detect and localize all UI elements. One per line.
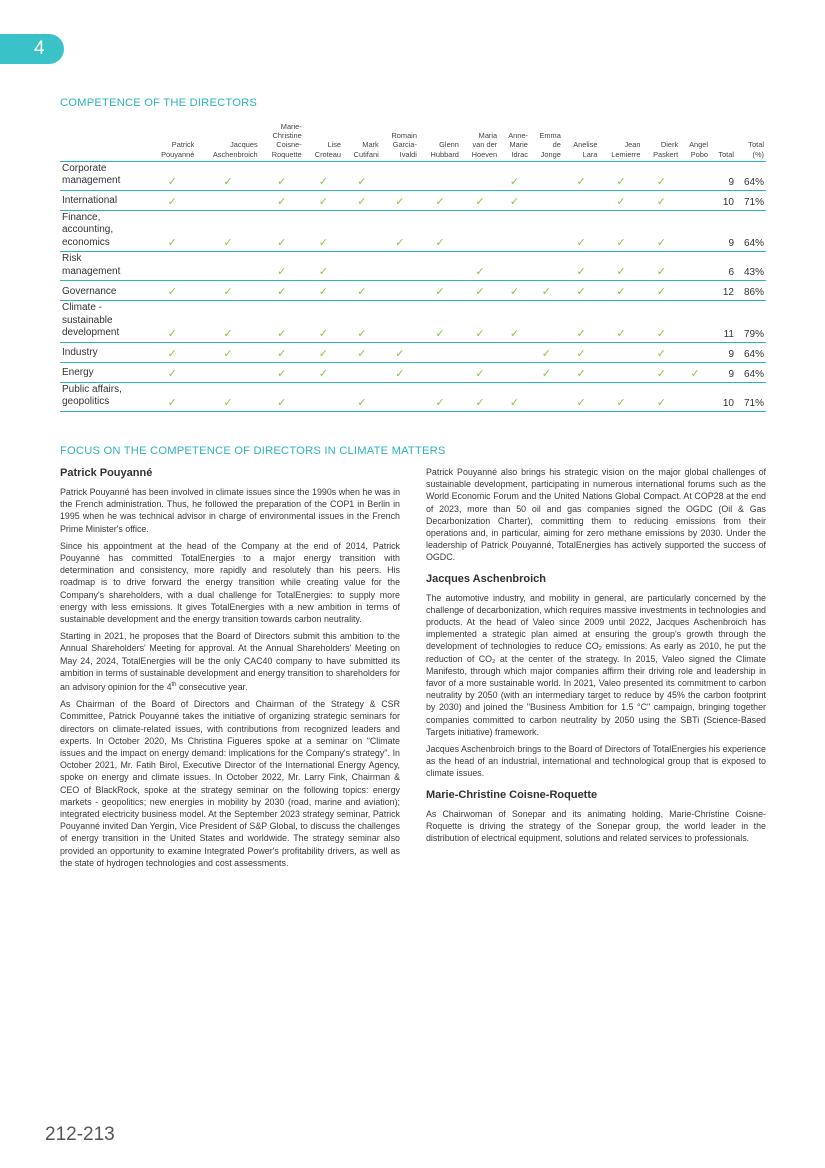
column-header-line: Marie-	[280, 122, 302, 131]
check-icon: ✓	[148, 210, 196, 252]
check-icon: ✓	[499, 281, 530, 301]
empty-cell	[499, 362, 530, 382]
check-icon: ✓	[419, 382, 461, 411]
paragraph: As Chairman of the Board of Directors and Chairman of the Strategy & CSR Committee, Patrick Pouyanné takes the initiative of organizing strategic seminars for directors on climate-related issues, with contributions from recognized leaders and experts. In October 2020, Ms Christina Figueres spoke at a seminar on "Climate issues and the impact on energy demand: implications for the Company's strategy". In October 2021, Mr. Fatih Birol, Executive Director of the International Energy Agency, spoke on energy and climate issues. In October 2022, Mr. Larry Fink, Chairman & CEO of BlackRock, spoke at the strategy seminar on the following topics: energy markets - geopolitics; new energies in mobility by 2030 (road, marine and aviation); integrated electricity business model. At the September 2023 strategy seminar, Patrick Pouyanné invited Dan Yergin, Vice President of S&P Global, to discuss the challenges of energy transition in the United States and worldwide. The strategy seminar also provided an opportunity to examine Integrated Power's profitability drivers, as well as the state of hydrogen technologies and cost assessments.	[60, 699, 400, 868]
check-icon: ✓	[343, 161, 381, 190]
check-icon: ✓	[148, 362, 196, 382]
check-icon: ✓	[196, 342, 259, 362]
column-header	[196, 122, 259, 161]
total-cell: 12	[710, 281, 736, 301]
competence-label-line: Industry	[62, 347, 98, 359]
check-icon: ✓	[642, 342, 680, 362]
check-icon: ✓	[499, 301, 530, 343]
check-icon: ✓	[563, 252, 600, 281]
percent-cell: 79%	[736, 301, 766, 343]
competence-label	[60, 362, 148, 382]
competence-label-line: development	[62, 327, 120, 339]
column-header	[419, 122, 461, 161]
empty-cell	[419, 342, 461, 362]
column-header-line: Jacques	[230, 140, 258, 150]
empty-cell	[530, 161, 563, 190]
empty-cell	[381, 301, 419, 343]
check-icon: ✓	[642, 382, 680, 411]
empty-cell	[530, 210, 563, 252]
empty-cell	[599, 342, 642, 362]
column-header-line: Ivaldi	[399, 149, 417, 159]
percent-cell: 64%	[736, 342, 766, 362]
check-icon: ✓	[148, 190, 196, 210]
paragraph: Patrick Pouyanné has been involved in climate issues since the 1990s when he was in the French administration. Thus, he followed the preparation of the COP1 in Berlin in 1995 when he was technical advisor in charge of environmental issues in the French Prime Minister's office.	[60, 487, 400, 534]
column-header	[343, 122, 381, 161]
percent-cell: 64%	[736, 161, 766, 190]
column-header-line: Pobo	[690, 149, 708, 159]
empty-cell	[680, 342, 710, 362]
empty-cell	[196, 362, 259, 382]
row-label-header	[60, 122, 148, 161]
column-header-line: Paskert	[653, 149, 679, 159]
check-icon: ✓	[343, 190, 381, 210]
column-header-line: Total	[748, 140, 764, 150]
paragraph: Since his appointment at the head of the Company at the end of 2014, Patrick Pouyanné has committed TotalEnergies to a major energy transition with determination and consistency, more rapidly and resolutely than his peers. His roadmap is to drive forward the energy transition while creating value for the Company's shareholders, with a dual challenge for TotalEnergies: to supply more energy with less emissions. It gives TotalEnergies with a new ambition in terms of sustainable development and the energy transition towards carbon neutrality.	[60, 540, 400, 625]
total-cell: 9	[710, 362, 736, 382]
check-icon: ✓	[260, 342, 304, 362]
empty-cell	[304, 382, 343, 411]
empty-cell	[530, 382, 563, 411]
table-row	[60, 190, 766, 210]
competence-title: COMPETENCE OF THE DIRECTORS	[60, 97, 258, 109]
check-icon: ✓	[499, 161, 530, 190]
column-header-line: Lise	[327, 140, 342, 150]
check-icon: ✓	[419, 210, 461, 252]
column-header-line: Angel	[689, 140, 708, 150]
check-icon: ✓	[343, 301, 381, 343]
check-icon: ✓	[260, 301, 304, 343]
percent-cell: 71%	[736, 190, 766, 210]
check-icon: ✓	[461, 301, 499, 343]
competence-label	[60, 210, 148, 252]
column-header-line: Aschenbroich	[212, 149, 258, 159]
check-icon: ✓	[196, 301, 259, 343]
column-header-line: Pouyanné	[161, 149, 195, 159]
column-header	[530, 122, 563, 161]
empty-cell	[461, 210, 499, 252]
page-numbers: 212-213	[45, 1124, 115, 1145]
empty-cell	[343, 362, 381, 382]
empty-cell	[196, 190, 259, 210]
column-header-line: Hubbard	[430, 149, 459, 159]
paragraph: Starting in 2021, he proposes that the Board of Directors submit this ambition to the Annual Shareholders' Meeting for approval. At the Annual Shareholders' Meeting on May 24, 2024, TotalEnergies will be the only CAC40 company to have submitted its ambition in terms of sustainable development and energy transition to shareholders for an advisory opinion for the 4th consecutive year.	[60, 631, 400, 693]
check-icon: ✓	[599, 382, 642, 411]
competence-label	[60, 281, 148, 301]
table-row	[60, 342, 766, 362]
column-header	[381, 122, 419, 161]
section-number: 4	[34, 38, 45, 59]
heading-marie-christine-coisne-roquette: Marie-Christine Coisne-Roquette	[426, 788, 598, 801]
column-header-line: Mark	[362, 140, 379, 150]
column-header-line: Christine	[272, 131, 302, 141]
paragraph: Patrick Pouyanné also brings his strategic vision on the major global challenges of sustainable development, participating in numerous international forums such as the World Economic Forum and the United Nations Global Compact. At COP28 at the end of 2023, more than 50 oil and gas companies signed the OGDC (Oil & Gas Decarbonization Charter), committing them to reducing emissions from their operations and, in particular, aiming for zero methane emissions by 2030. Under the leadership of Patrick Pouyanné, TotalEnergies has actively supported the success of OGDC.	[426, 467, 766, 563]
competence-label-line: Risk	[62, 253, 82, 265]
check-icon: ✓	[381, 190, 419, 210]
empty-cell	[680, 210, 710, 252]
competence-label-line: Energy	[62, 367, 94, 379]
check-icon: ✓	[196, 281, 259, 301]
competence-label-line: economics	[62, 236, 110, 248]
climate-focus-title: FOCUS ON THE COMPETENCE OF DIRECTORS IN CLIMATE MATTERS	[60, 445, 446, 457]
section-tab	[0, 34, 64, 64]
check-icon: ✓	[260, 281, 304, 301]
check-icon: ✓	[499, 190, 530, 210]
empty-cell	[461, 342, 499, 362]
total-cell: 9	[710, 210, 736, 252]
empty-cell	[419, 362, 461, 382]
total-cell: 11	[710, 301, 736, 343]
total-cell: 9	[710, 342, 736, 362]
check-icon: ✓	[304, 342, 343, 362]
column-header-line: Roquette	[271, 149, 302, 159]
check-icon: ✓	[599, 210, 642, 252]
paragraph: As Chairwoman of Sonepar and its animating holding, Marie-Christine Coisne-Roquette is driving the strategy of the Sonepar group, the world leader in the distribution of electrical equipment, solutions and related services to professionals.	[426, 808, 766, 844]
column-header	[304, 122, 343, 161]
check-icon: ✓	[304, 190, 343, 210]
check-icon: ✓	[196, 161, 259, 190]
check-icon: ✓	[563, 281, 600, 301]
check-icon: ✓	[461, 252, 499, 281]
empty-cell	[499, 342, 530, 362]
check-icon: ✓	[381, 342, 419, 362]
column-header	[461, 122, 499, 161]
column-header-line: Romain	[391, 131, 417, 141]
table-row	[60, 382, 766, 411]
check-icon: ✓	[148, 281, 196, 301]
paragraph: The automotive industry, and mobility in general, are particularly concerned by the challenge of decarbonization, which requires massive investments in technologies and products. At the head of Valeo since 2009 until 2022, Jacques Aschenbroich has implemented a strategic plan aimed at ensuring the group's growth through the development of technologies to reduce CO₂ emissions. As early as 2010, he put the reduction of CO₂ at the center of the strategy. In 2015, Valeo signed the Climate Manifesto, through which major companies affirm their driving role and leadership in favor of a more sustainable world. In 2021, Valeo presented its commitment to carbon neutrality by 2050 (with an intermediary target to reduce by 45% the carbon footprint by 2030) and joined the "Business Ambition for 1.5 °C" campaign, bringing together companies committed to carbon neutrality by 2050 using the SBTi (Science-Based Targets initiative) framework.	[426, 592, 766, 737]
check-icon: ✓	[563, 161, 600, 190]
percent-cell: 71%	[736, 382, 766, 411]
percent-cell: 64%	[736, 210, 766, 252]
paragraph: Jacques Aschenbroich brings to the Board of Directors of TotalEnergies his experience as the head of an industrial, international and technological group that is exposed to climate issues.	[426, 744, 766, 779]
column-header-line: Idrac	[511, 149, 528, 159]
check-icon: ✓	[419, 190, 461, 210]
competence-label-line: Public affairs,	[62, 383, 122, 395]
check-icon: ✓	[343, 382, 381, 411]
empty-cell	[381, 252, 419, 281]
competence-label	[60, 161, 148, 190]
total-cell: 9	[710, 161, 736, 190]
empty-cell	[381, 382, 419, 411]
column-header-line: van der	[472, 140, 498, 150]
check-icon: ✓	[148, 382, 196, 411]
check-icon: ✓	[343, 281, 381, 301]
check-icon: ✓	[461, 190, 499, 210]
check-icon: ✓	[642, 161, 680, 190]
check-icon: ✓	[642, 252, 680, 281]
competence-label-line: Governance	[62, 285, 117, 297]
left-column	[60, 466, 400, 874]
check-icon: ✓	[148, 342, 196, 362]
check-icon: ✓	[419, 281, 461, 301]
check-icon: ✓	[642, 190, 680, 210]
competence-label-line: International	[62, 195, 118, 207]
column-header-line: (%)	[752, 149, 764, 159]
competence-label-line: accounting,	[62, 224, 114, 236]
percent-cell: 64%	[736, 362, 766, 382]
total-cell: 10	[710, 382, 736, 411]
check-icon: ✓	[304, 301, 343, 343]
percent-cell: 86%	[736, 281, 766, 301]
check-icon: ✓	[148, 161, 196, 190]
competence-label-line: sustainable	[62, 314, 113, 326]
empty-cell	[196, 252, 259, 281]
table-row	[60, 281, 766, 301]
total-cell: 10	[710, 190, 736, 210]
column-header-line: Patrick	[171, 140, 195, 150]
check-icon: ✓	[599, 161, 642, 190]
column-header-line: Lemierre	[611, 149, 641, 159]
check-icon: ✓	[499, 382, 530, 411]
column-header-line: Total	[718, 149, 734, 159]
column-header-line: Maria	[478, 131, 498, 141]
empty-cell	[530, 252, 563, 281]
column-header-line: Cutifani	[353, 149, 379, 159]
check-icon: ✓	[461, 382, 499, 411]
empty-cell	[381, 281, 419, 301]
competence-label-line: Corporate	[62, 162, 107, 174]
check-icon: ✓	[196, 210, 259, 252]
empty-cell	[680, 161, 710, 190]
empty-cell	[599, 362, 642, 382]
column-header	[599, 122, 642, 161]
empty-cell	[680, 382, 710, 411]
check-icon: ✓	[148, 301, 196, 343]
column-header	[680, 122, 710, 161]
percent-cell: 43%	[736, 252, 766, 281]
check-icon: ✓	[530, 362, 563, 382]
check-icon: ✓	[563, 362, 600, 382]
table-row	[60, 362, 766, 382]
column-header	[499, 122, 530, 161]
check-icon: ✓	[563, 210, 600, 252]
empty-cell	[680, 252, 710, 281]
heading-jacques-aschenbroich: Jacques Aschenbroich	[426, 572, 547, 585]
check-icon: ✓	[260, 190, 304, 210]
check-icon: ✓	[599, 252, 642, 281]
column-header	[710, 122, 736, 161]
check-icon: ✓	[304, 362, 343, 382]
empty-cell	[381, 161, 419, 190]
column-header	[148, 122, 196, 161]
empty-cell	[343, 210, 381, 252]
table-row	[60, 252, 766, 281]
empty-cell	[680, 190, 710, 210]
competence-label-line: management	[62, 175, 121, 187]
check-icon: ✓	[530, 281, 563, 301]
empty-cell	[148, 252, 196, 281]
column-header-line: Jonge	[540, 149, 561, 159]
column-header-line: Marie	[509, 140, 528, 150]
empty-cell	[343, 252, 381, 281]
empty-cell	[680, 301, 710, 343]
competence-label-line: Finance,	[62, 211, 101, 223]
competence-label-line: management	[62, 265, 121, 277]
column-header-line: Dierk	[660, 140, 679, 150]
column-header-line: Jean	[624, 140, 641, 150]
empty-cell	[499, 252, 530, 281]
check-icon: ✓	[304, 161, 343, 190]
competence-label	[60, 342, 148, 362]
check-icon: ✓	[530, 342, 563, 362]
table-row	[60, 210, 766, 252]
check-icon: ✓	[461, 362, 499, 382]
empty-cell	[563, 190, 600, 210]
check-icon: ✓	[563, 342, 600, 362]
check-icon: ✓	[642, 362, 680, 382]
competence-label	[60, 190, 148, 210]
competence-label-line: Climate -	[62, 302, 103, 314]
check-icon: ✓	[642, 301, 680, 343]
table-row	[60, 301, 766, 343]
check-icon: ✓	[461, 281, 499, 301]
check-icon: ✓	[260, 382, 304, 411]
check-icon: ✓	[196, 382, 259, 411]
check-icon: ✓	[260, 161, 304, 190]
total-cell: 6	[710, 252, 736, 281]
column-header-line: Croteau	[314, 149, 342, 159]
right-column	[426, 466, 766, 849]
column-header-line: Coisne-	[276, 140, 302, 150]
check-icon: ✓	[599, 281, 642, 301]
column-header	[736, 122, 766, 161]
column-header-line: Emma	[539, 131, 561, 141]
check-icon: ✓	[260, 210, 304, 252]
check-icon: ✓	[381, 362, 419, 382]
column-header-line: Glenn	[439, 140, 459, 150]
check-icon: ✓	[304, 210, 343, 252]
empty-cell	[499, 210, 530, 252]
check-icon: ✓	[343, 342, 381, 362]
table-header-row	[60, 122, 766, 161]
empty-cell	[530, 190, 563, 210]
check-icon: ✓	[304, 252, 343, 281]
check-icon: ✓	[680, 362, 710, 382]
check-icon: ✓	[419, 301, 461, 343]
empty-cell	[419, 252, 461, 281]
competence-label	[60, 252, 148, 281]
competence-table	[60, 122, 766, 412]
table-row	[60, 161, 766, 190]
competence-label	[60, 301, 148, 343]
check-icon: ✓	[381, 210, 419, 252]
competence-label	[60, 382, 148, 411]
column-header	[642, 122, 680, 161]
column-header	[563, 122, 600, 161]
check-icon: ✓	[260, 362, 304, 382]
competence-label-line: geopolitics	[62, 396, 110, 408]
check-icon: ✓	[599, 301, 642, 343]
check-icon: ✓	[563, 382, 600, 411]
empty-cell	[461, 161, 499, 190]
check-icon: ✓	[260, 252, 304, 281]
column-header-line: Hoeven	[471, 149, 498, 159]
column-header-line: Anne-	[508, 131, 528, 141]
column-header-line: Anelise	[573, 140, 598, 150]
column-header-line: Lara	[582, 149, 598, 159]
check-icon: ✓	[599, 190, 642, 210]
column-header-line: Garcia-	[392, 140, 417, 150]
empty-cell	[680, 281, 710, 301]
check-icon: ✓	[563, 301, 600, 343]
check-icon: ✓	[642, 210, 680, 252]
column-header	[260, 122, 304, 161]
empty-cell	[419, 161, 461, 190]
check-icon: ✓	[304, 281, 343, 301]
heading-patrick-pouyanne: Patrick Pouyanné	[60, 467, 153, 479]
empty-cell	[530, 301, 563, 343]
column-header-line: de	[552, 140, 561, 150]
check-icon: ✓	[642, 281, 680, 301]
